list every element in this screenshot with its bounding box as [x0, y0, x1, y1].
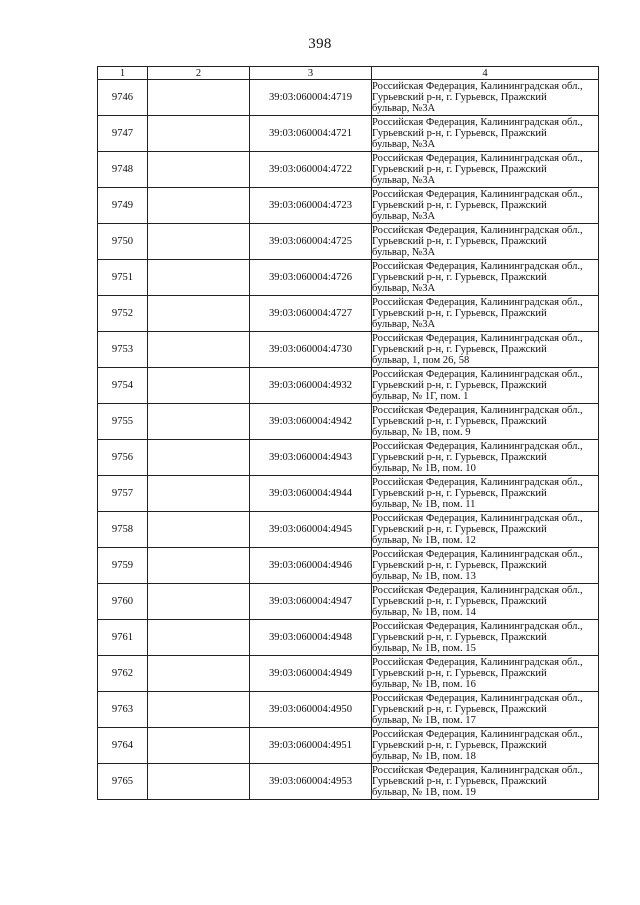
address-line: Гурьевский р-н, г. Гурьевск, Пражский — [372, 667, 547, 679]
column-2-cell — [148, 692, 250, 728]
table-body — [98, 80, 599, 800]
address-cell — [372, 764, 599, 800]
address-line: Российская Федерация, Калининградская обл., — [372, 728, 583, 740]
header-row — [98, 67, 599, 80]
address-cell — [372, 260, 599, 296]
address-line: Российская Федерация, Калининградская обл., — [372, 656, 583, 668]
cadastral-number-cell: 39:03:060004:4946 — [250, 548, 372, 584]
address-line: Гурьевский р-н, г. Гурьевск, Пражский — [372, 343, 547, 355]
table-row — [98, 404, 599, 440]
cadastral-number-cell: 39:03:060004:4943 — [250, 440, 372, 476]
address-line: Гурьевский р-н, г. Гурьевск, Пражский — [372, 775, 547, 787]
address-line: бульвар, № 1В, пом. 11 — [372, 499, 476, 511]
address-cell — [372, 404, 599, 440]
column-2-cell — [148, 296, 250, 332]
address-line: Российская Федерация, Калининградская обл., — [372, 368, 583, 380]
column-2-cell — [148, 728, 250, 764]
cadastral-number-cell: 39:03:060004:4944 — [250, 476, 372, 512]
row-number-cell: 9748 — [98, 152, 148, 188]
row-number-cell: 9746 — [98, 80, 148, 116]
address-line: бульвар, № 1В, пом. 12 — [372, 535, 476, 547]
address-line: Российская Федерация, Калининградская обл., — [372, 548, 583, 560]
address-line: Гурьевский р-н, г. Гурьевск, Пражский — [372, 127, 547, 139]
row-number-cell: 9752 — [98, 296, 148, 332]
address-cell — [372, 332, 599, 368]
column-2-cell — [148, 512, 250, 548]
address-line: бульвар, №3А — [372, 175, 436, 187]
column-2-cell — [148, 332, 250, 368]
address-line: Гурьевский р-н, г. Гурьевск, Пражский — [372, 379, 547, 391]
address-cell — [372, 476, 599, 512]
cadastral-number-cell: 39:03:060004:4725 — [250, 224, 372, 260]
table-row — [98, 260, 599, 296]
address-line: Гурьевский р-н, г. Гурьевск, Пражский — [372, 271, 547, 283]
address-line: Российская Федерация, Калининградская обл., — [372, 152, 583, 164]
cadastral-number-cell: 39:03:060004:4722 — [250, 152, 372, 188]
address-line: Российская Федерация, Калининградская обл., — [372, 440, 583, 452]
column-2-cell — [148, 224, 250, 260]
header-col-3: 3 — [250, 67, 372, 80]
row-number-cell: 9751 — [98, 260, 148, 296]
cadastral-number-cell: 39:03:060004:4942 — [250, 404, 372, 440]
row-number-cell: 9758 — [98, 512, 148, 548]
table-row — [98, 656, 599, 692]
cadastral-number-cell: 39:03:060004:4953 — [250, 764, 372, 800]
address-line: Гурьевский р-н, г. Гурьевск, Пражский — [372, 631, 547, 643]
address-cell — [372, 80, 599, 116]
address-line: Гурьевский р-н, г. Гурьевск, Пражский — [372, 739, 547, 751]
cadastral-number-cell: 39:03:060004:4721 — [250, 116, 372, 152]
address-cell — [372, 728, 599, 764]
row-number-cell: 9754 — [98, 368, 148, 404]
address-cell — [372, 368, 599, 404]
table-row — [98, 440, 599, 476]
table-row — [98, 728, 599, 764]
address-cell — [372, 188, 599, 224]
address-line: бульвар, № 1В, пом. 9 — [372, 427, 471, 439]
table-row — [98, 512, 599, 548]
column-2-cell — [148, 152, 250, 188]
cadastral-number-cell: 39:03:060004:4719 — [250, 80, 372, 116]
row-number-cell: 9762 — [98, 656, 148, 692]
address-line: Гурьевский р-н, г. Гурьевск, Пражский — [372, 415, 547, 427]
table-row — [98, 116, 599, 152]
row-number-cell: 9753 — [98, 332, 148, 368]
table-row — [98, 764, 599, 800]
address-line: бульвар, №3А — [372, 283, 436, 295]
table-row — [98, 368, 599, 404]
column-2-cell — [148, 188, 250, 224]
address-line: бульвар, № 1Г, пом. 1 — [372, 391, 469, 403]
row-number-cell: 9755 — [98, 404, 148, 440]
address-cell — [372, 224, 599, 260]
address-line: бульвар, № 1В, пом. 18 — [372, 751, 476, 763]
address-line: бульвар, № 1В, пом. 16 — [372, 679, 476, 691]
cadastral-number-cell: 39:03:060004:4947 — [250, 584, 372, 620]
address-line: Российская Федерация, Калининградская обл., — [372, 116, 583, 128]
table-row — [98, 296, 599, 332]
address-cell — [372, 692, 599, 728]
address-line: бульвар, №3А — [372, 139, 436, 151]
row-number-cell: 9763 — [98, 692, 148, 728]
column-2-cell — [148, 404, 250, 440]
column-2-cell — [148, 656, 250, 692]
address-line: Гурьевский р-н, г. Гурьевск, Пражский — [372, 451, 547, 463]
table-row — [98, 188, 599, 224]
address-line: Российская Федерация, Калининградская обл., — [372, 224, 583, 236]
column-2-cell — [148, 440, 250, 476]
row-number-cell: 9757 — [98, 476, 148, 512]
address-line: Российская Федерация, Калининградская обл., — [372, 512, 583, 524]
address-line: Российская Федерация, Калининградская обл., — [372, 260, 583, 272]
address-line: Российская Федерация, Калининградская обл., — [372, 764, 583, 776]
address-cell — [372, 512, 599, 548]
column-2-cell — [148, 368, 250, 404]
address-line: бульвар, № 1В, пом. 13 — [372, 571, 476, 583]
address-cell — [372, 440, 599, 476]
cadastral-number-cell: 39:03:060004:4945 — [250, 512, 372, 548]
table-row — [98, 620, 599, 656]
address-line: Гурьевский р-н, г. Гурьевск, Пражский — [372, 235, 547, 247]
registry-table — [97, 66, 599, 800]
cadastral-number-cell: 39:03:060004:4726 — [250, 260, 372, 296]
table-row — [98, 332, 599, 368]
table-header — [98, 67, 599, 80]
header-col-2: 2 — [148, 67, 250, 80]
address-line: Российская Федерация, Калининградская обл., — [372, 404, 583, 416]
cadastral-number-cell: 39:03:060004:4948 — [250, 620, 372, 656]
table-row — [98, 548, 599, 584]
address-line: бульвар, № 1В, пом. 19 — [372, 787, 476, 799]
address-cell — [372, 548, 599, 584]
header-col-4: 4 — [372, 67, 599, 80]
address-line: бульвар, № 1В, пом. 15 — [372, 643, 476, 655]
row-number-cell: 9749 — [98, 188, 148, 224]
table-row — [98, 80, 599, 116]
column-2-cell — [148, 116, 250, 152]
page-number: 398 — [308, 36, 332, 52]
column-2-cell — [148, 548, 250, 584]
address-line: бульвар, №3А — [372, 211, 436, 223]
address-line: Гурьевский р-н, г. Гурьевск, Пражский — [372, 595, 547, 607]
address-line: Российская Федерация, Калининградская обл., — [372, 332, 583, 344]
address-line: бульвар, №3А — [372, 103, 436, 115]
address-cell — [372, 152, 599, 188]
cadastral-number-cell: 39:03:060004:4950 — [250, 692, 372, 728]
address-cell — [372, 656, 599, 692]
address-line: Российская Федерация, Калининградская обл., — [372, 80, 583, 92]
column-2-cell — [148, 476, 250, 512]
row-number-cell: 9747 — [98, 116, 148, 152]
table-row — [98, 152, 599, 188]
row-number-cell: 9761 — [98, 620, 148, 656]
address-line: Российская Федерация, Калининградская обл., — [372, 476, 583, 488]
row-number-cell: 9765 — [98, 764, 148, 800]
address-line: бульвар, 1, пом 26, 58 — [372, 355, 470, 367]
address-line: Гурьевский р-н, г. Гурьевск, Пражский — [372, 199, 547, 211]
address-line: бульвар, № 1В, пом. 14 — [372, 607, 476, 619]
address-line: Гурьевский р-н, г. Гурьевск, Пражский — [372, 523, 547, 535]
address-line: Российская Федерация, Калининградская обл., — [372, 296, 583, 308]
row-number-cell: 9764 — [98, 728, 148, 764]
address-line: бульвар, № 1В, пом. 10 — [372, 463, 476, 475]
address-line: Гурьевский р-н, г. Гурьевск, Пражский — [372, 703, 547, 715]
cadastral-number-cell: 39:03:060004:4727 — [250, 296, 372, 332]
address-line: бульвар, №3А — [372, 319, 436, 331]
column-2-cell — [148, 620, 250, 656]
row-number-cell: 9759 — [98, 548, 148, 584]
cadastral-number-cell: 39:03:060004:4730 — [250, 332, 372, 368]
address-line: Гурьевский р-н, г. Гурьевск, Пражский — [372, 91, 547, 103]
address-cell — [372, 296, 599, 332]
address-cell — [372, 116, 599, 152]
column-2-cell — [148, 260, 250, 296]
address-line: Гурьевский р-н, г. Гурьевск, Пражский — [372, 559, 547, 571]
address-cell — [372, 584, 599, 620]
row-number-cell: 9750 — [98, 224, 148, 260]
table-row — [98, 224, 599, 260]
row-number-cell: 9760 — [98, 584, 148, 620]
row-number-cell: 9756 — [98, 440, 148, 476]
address-line: бульвар, № 1В, пом. 17 — [372, 715, 476, 727]
cadastral-number-cell: 39:03:060004:4932 — [250, 368, 372, 404]
address-cell — [372, 620, 599, 656]
address-line: бульвар, №3А — [372, 247, 436, 259]
column-2-cell — [148, 80, 250, 116]
address-line: Гурьевский р-н, г. Гурьевск, Пражский — [372, 487, 547, 499]
address-line: Российская Федерация, Калининградская обл., — [372, 188, 583, 200]
address-line: Российская Федерация, Калининградская обл., — [372, 692, 583, 704]
address-line: Российская Федерация, Калининградская обл., — [372, 620, 583, 632]
address-line: Гурьевский р-н, г. Гурьевск, Пражский — [372, 307, 547, 319]
address-line: Гурьевский р-н, г. Гурьевск, Пражский — [372, 163, 547, 175]
cadastral-number-cell: 39:03:060004:4951 — [250, 728, 372, 764]
cadastral-number-cell: 39:03:060004:4723 — [250, 188, 372, 224]
table-row — [98, 476, 599, 512]
column-2-cell — [148, 584, 250, 620]
cadastral-number-cell: 39:03:060004:4949 — [250, 656, 372, 692]
address-line: Российская Федерация, Калининградская обл., — [372, 584, 583, 596]
column-2-cell — [148, 764, 250, 800]
table-row — [98, 692, 599, 728]
table-row — [98, 584, 599, 620]
header-col-1: 1 — [98, 67, 148, 80]
